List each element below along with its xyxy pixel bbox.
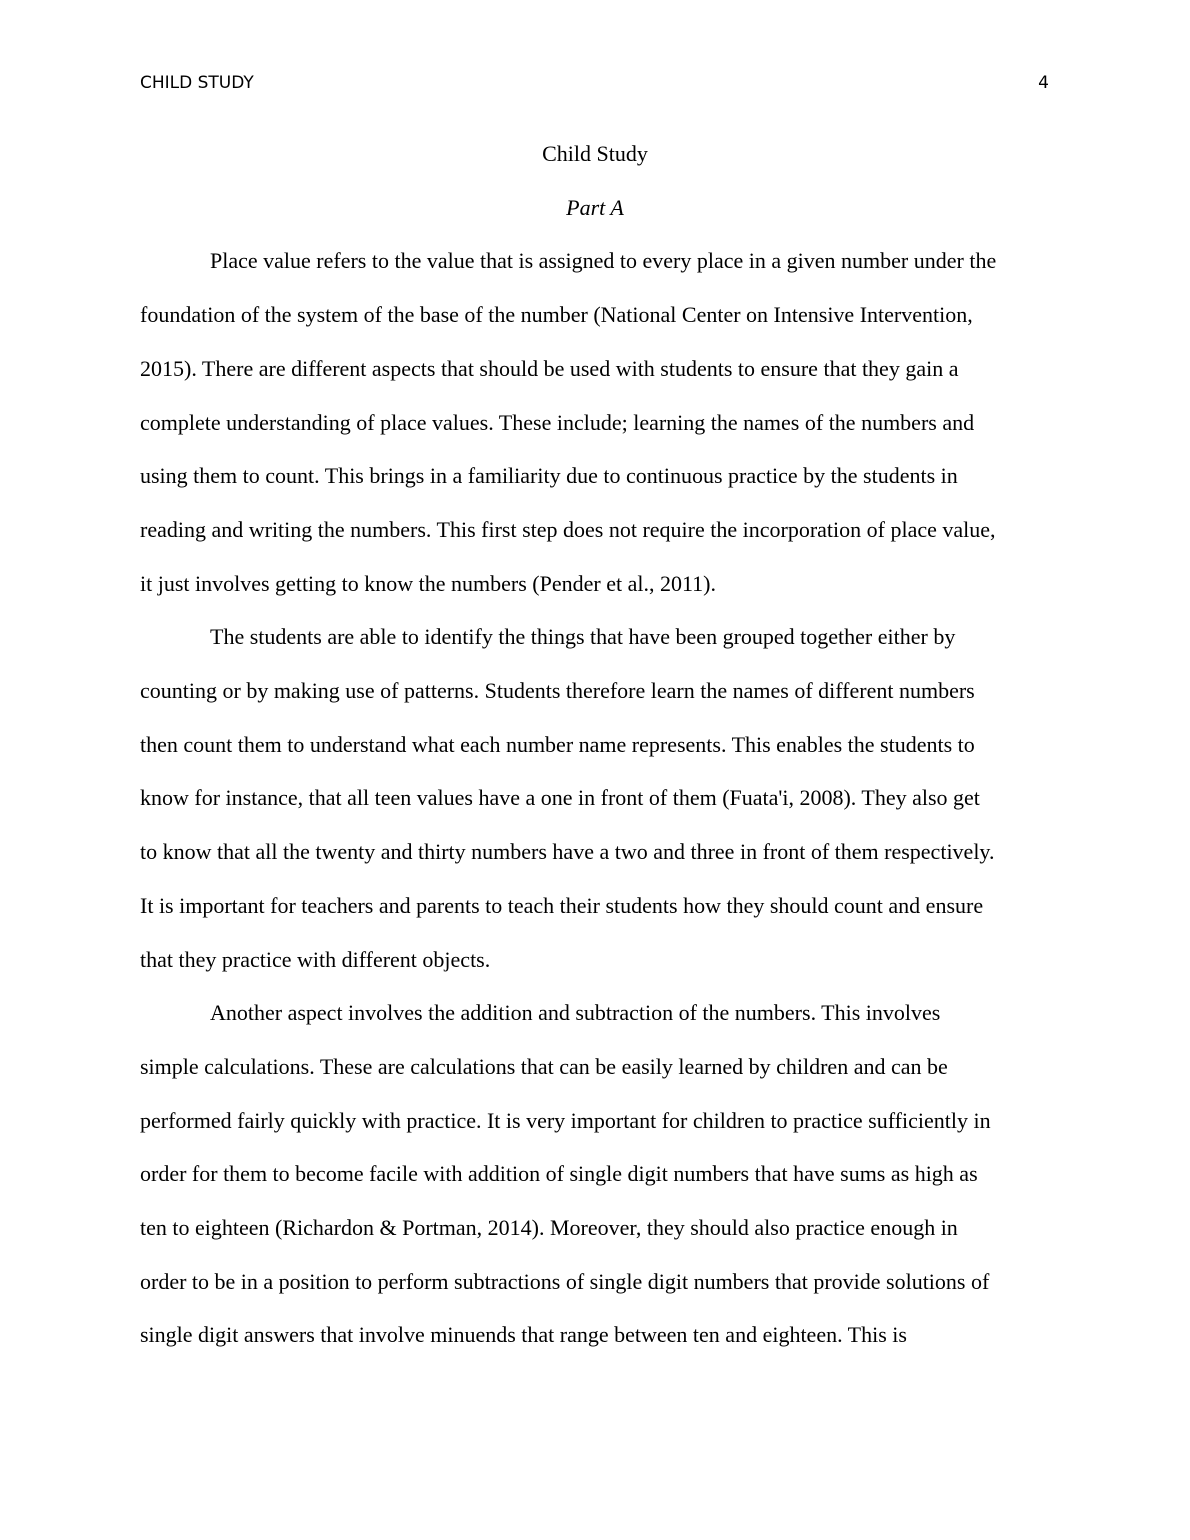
- paragraph-line: it just involves getting to know the numbers (Pender et al., 2011).: [140, 570, 716, 596]
- paragraph-line: then count them to understand what each number name represents. This enables the students to: [140, 731, 975, 757]
- paragraph-line: order for them to become facile with addition of single digit numbers that have sums as high as: [140, 1161, 978, 1187]
- paragraph-line: simple calculations. These are calculations that can be easily learned by children and can be: [140, 1053, 948, 1079]
- paragraph-line: Place value refers to the value that is assigned to every place in a given number under the: [210, 248, 997, 274]
- paragraph-line: The students are able to identify the things that have been grouped together either by: [210, 624, 956, 650]
- paragraph-line: reading and writing the numbers. This first step does not require the incorporation of place value,: [140, 516, 996, 542]
- paragraph-line: know for instance, that all teen values have a one in front of them (Fuata'i, 2008). They also get: [140, 785, 980, 811]
- paragraph-line: single digit answers that involve minuends that range between ten and eighteen. This is: [140, 1322, 907, 1348]
- paragraph-line: Another aspect involves the addition and subtraction of the numbers. This involves: [210, 1000, 941, 1026]
- paragraph-line: foundation of the system of the base of the number (National Center on Intensive Intervention,: [140, 302, 973, 328]
- paragraph-3: [140, 986, 1050, 1362]
- paragraph-line: ten to eighteen (Richardon & Portman, 2014). Moreover, they should also practice enough in: [140, 1215, 958, 1241]
- paragraph-line: using them to count. This brings in a familiarity due to continuous practice by the students in: [140, 463, 958, 489]
- paragraph-line: complete understanding of place values. These include; learning the names of the numbers and: [140, 409, 975, 435]
- paragraph-line: order to be in a position to perform subtractions of single digit numbers that provide solutions of: [140, 1268, 990, 1294]
- paragraph-line: that they practice with different objects.: [140, 946, 491, 972]
- paragraph-1: [140, 234, 1050, 610]
- running-head: CHILD STUDY: [140, 73, 254, 93]
- paragraph-line: performed fairly quickly with practice. It is very important for children to practice sufficiently in: [140, 1107, 991, 1133]
- document-title: Child Study: [542, 141, 648, 166]
- paragraph-line: It is important for teachers and parents to teach their students how they should count and ensure: [140, 892, 984, 918]
- paragraph-line: to know that all the twenty and thirty numbers have a two and three in front of them respectively.: [140, 839, 995, 865]
- section-heading: Part A: [566, 194, 624, 220]
- paragraph-line: counting or by making use of patterns. Students therefore learn the names of different numbers: [140, 678, 975, 704]
- document-body: [140, 127, 1050, 1362]
- paragraph-2: [140, 610, 1050, 986]
- paragraph-line: 2015). There are different aspects that should be used with students to ensure that they gain a: [140, 355, 959, 381]
- page-number: 4: [1038, 73, 1049, 93]
